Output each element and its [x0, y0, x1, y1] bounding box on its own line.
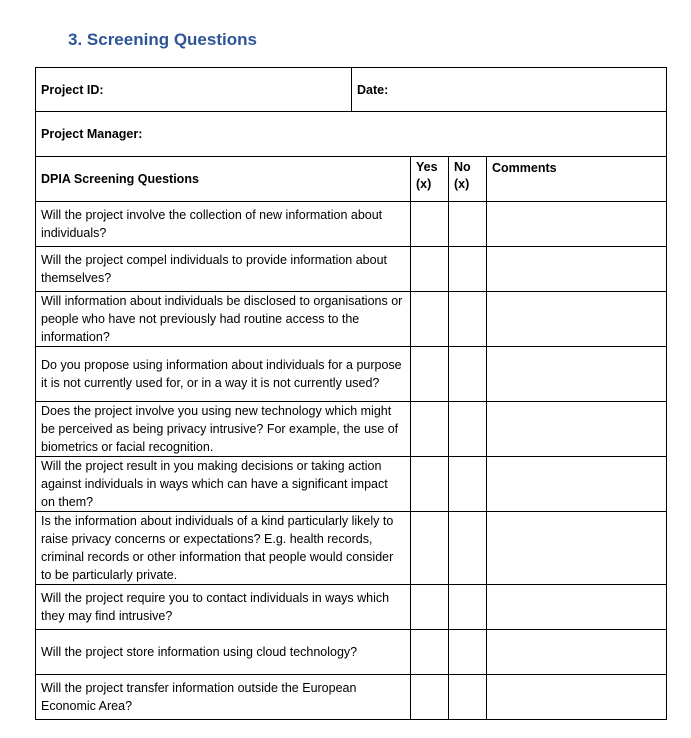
no-cell[interactable] [449, 512, 487, 585]
yes-cell[interactable] [411, 630, 449, 675]
yes-header-mark: (x) [416, 177, 432, 191]
comment-cell[interactable] [487, 247, 667, 292]
project-manager-label: Project Manager: [41, 127, 143, 141]
yes-cell[interactable] [411, 292, 449, 347]
table-row [36, 202, 667, 247]
table-row [36, 247, 667, 292]
comment-cell[interactable] [487, 630, 667, 675]
no-cell[interactable] [449, 457, 487, 512]
yes-cell[interactable] [411, 347, 449, 402]
comment-cell[interactable] [487, 202, 667, 247]
date-cell[interactable] [352, 68, 667, 112]
table-row [36, 585, 667, 630]
table-row [36, 675, 667, 720]
screening-table [35, 67, 667, 720]
comment-cell[interactable] [487, 585, 667, 630]
no-cell[interactable] [449, 585, 487, 630]
question-text: Does the project involve you using new technology which might be perceived as being privacy intrusive? For example, the use of biometrics or facial recognition. [36, 402, 411, 457]
project-manager-row [36, 112, 667, 157]
project-id-row [36, 68, 667, 112]
column-header-row [36, 157, 667, 202]
comment-cell[interactable] [487, 347, 667, 402]
question-text: Will the project transfer information outside the European Economic Area? [36, 675, 411, 720]
question-text: Will the project require you to contact individuals in ways which they may find intrusive? [36, 585, 411, 630]
project-id-cell[interactable] [36, 68, 352, 112]
question-text: Will the project store information using cloud technology? [36, 630, 411, 675]
comment-cell[interactable] [487, 512, 667, 585]
question-text: Will the project result in you making decisions or taking action against individuals in ways which can have a significant impact on them? [36, 457, 411, 512]
comments-header: Comments [492, 161, 557, 175]
yes-header-cell [411, 157, 449, 202]
no-cell[interactable] [449, 402, 487, 457]
question-text: Is the information about individuals of a kind particularly likely to raise privacy concerns or expectations? E.g. health records, criminal records or other information that people would consider to be particularly private. [36, 512, 411, 585]
table-row [36, 402, 667, 457]
no-cell[interactable] [449, 347, 487, 402]
section-title: 3. Screening Questions [68, 30, 257, 49]
question-text: Will information about individuals be disclosed to organisations or people who have not previously had routine access to the information? [36, 292, 411, 347]
project-id-label: Project ID: [41, 82, 104, 97]
yes-cell[interactable] [411, 457, 449, 512]
no-header: No [454, 160, 471, 174]
project-manager-cell[interactable] [36, 112, 667, 157]
no-cell[interactable] [449, 675, 487, 720]
questions-header: DPIA Screening Questions [41, 172, 199, 186]
yes-header: Yes [416, 160, 438, 174]
yes-cell[interactable] [411, 202, 449, 247]
question-text: Will the project compel individuals to provide information about themselves? [36, 247, 411, 292]
no-header-cell [449, 157, 487, 202]
no-cell[interactable] [449, 202, 487, 247]
table-row [36, 292, 667, 347]
comments-header-cell [487, 157, 667, 202]
table-row [36, 457, 667, 512]
date-label: Date: [357, 82, 389, 97]
yes-cell[interactable] [411, 675, 449, 720]
comment-cell[interactable] [487, 457, 667, 512]
comment-cell[interactable] [487, 292, 667, 347]
table-row [36, 630, 667, 675]
table-row [36, 347, 667, 402]
comment-cell[interactable] [487, 402, 667, 457]
questions-header-cell [36, 157, 411, 202]
no-cell[interactable] [449, 292, 487, 347]
yes-cell[interactable] [411, 585, 449, 630]
no-cell[interactable] [449, 247, 487, 292]
comment-cell[interactable] [487, 675, 667, 720]
yes-cell[interactable] [411, 402, 449, 457]
question-text: Do you propose using information about individuals for a purpose it is not currently used for, or in a way it is not currently used? [36, 347, 411, 402]
yes-cell[interactable] [411, 247, 449, 292]
no-header-mark: (x) [454, 177, 470, 191]
table-row [36, 512, 667, 585]
question-text: Will the project involve the collection of new information about individuals? [36, 202, 411, 247]
yes-cell[interactable] [411, 512, 449, 585]
no-cell[interactable] [449, 630, 487, 675]
